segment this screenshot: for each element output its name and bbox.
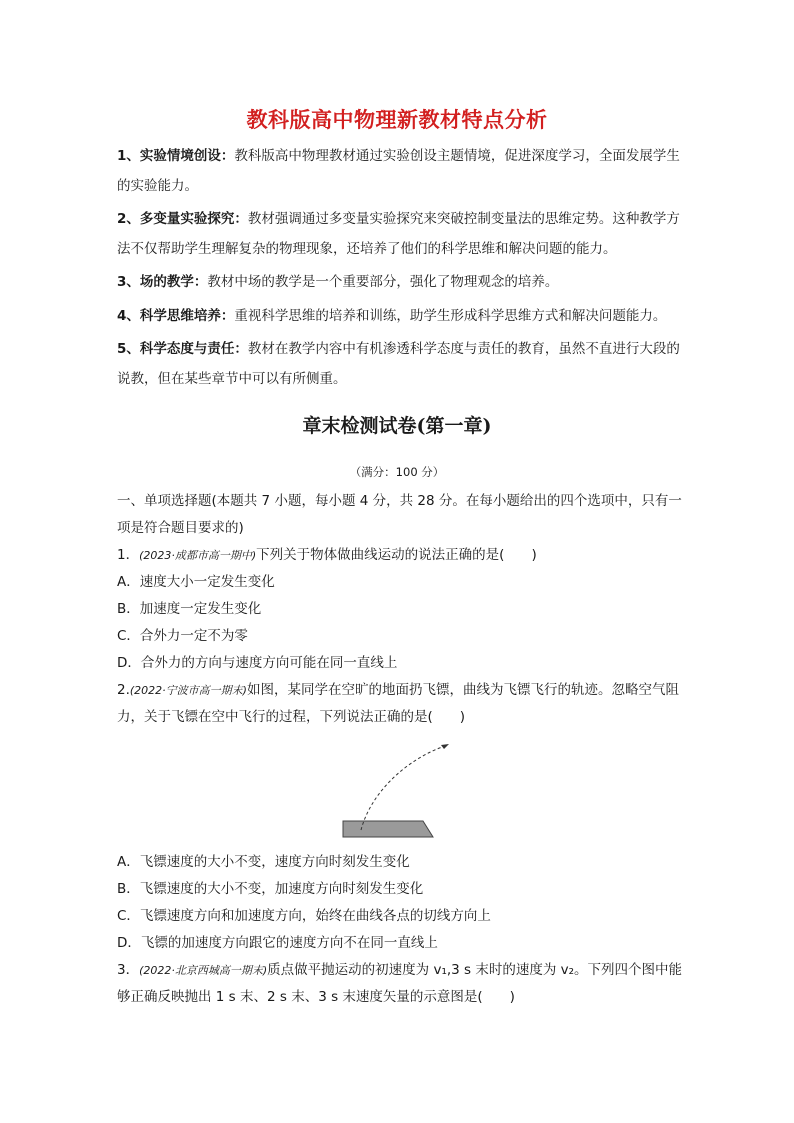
- arrow-head-icon: [441, 744, 449, 749]
- section-heading: 一、单项选择题(本题共 7 小题，每小题 4 分，共 28 分。在每小题给出的四个选项中，只有一项是符合题目要求的): [117, 493, 682, 536]
- question-2-option-d: D．飞镖的加速度方向跟它的速度方向不在同一直线上: [117, 935, 438, 951]
- intro-item-5: 5、科学态度与责任：教材在教学内容中有机渗透科学态度与责任的教育，虽然不直进行大段的说教，但在某些章节中可以有所侧重。: [117, 341, 680, 387]
- exam-score: （满分：100 分）: [349, 465, 445, 479]
- exam-title: 章末检测试卷(第一章): [302, 415, 492, 437]
- dart-trajectory-figure: [117, 731, 685, 849]
- question-2-option-b: B．飞镖速度的大小不变，加速度方向时刻发生变化: [117, 881, 424, 897]
- intro-item-4: 4、科学思维培养：重视科学思维的培养和训练，助学生形成科学思维方式和解决问题能力。: [117, 307, 667, 324]
- intro-item-1: 1、实验情境创设：教科版高中物理教材通过实验创设主题情境，促进深度学习，全面发展学生的实验能力。: [117, 148, 680, 194]
- ground-slab: [343, 821, 433, 837]
- intro-item-2: 2、多变量实验探究：教材强调通过多变量实验探究来突破控制变量法的思维定势。这种教学方法不仅帮助学生理解复杂的物理现象，还培养了他们的科学思维和解决问题的能力。: [117, 211, 680, 257]
- question-1-option-a: A．速度大小一定发生变化: [117, 574, 275, 590]
- question-1-option-b: B．加速度一定发生变化: [117, 601, 262, 617]
- question-1-option-c: C．合外力一定不为零: [117, 628, 248, 644]
- intro-item-3: 3、场的教学：教材中场的教学是一个重要部分，强化了物理观念的培养。: [117, 274, 559, 290]
- intro-list: [117, 142, 682, 398]
- question-2-option-c: C．飞镖速度方向和加速度方向，始终在曲线各点的切线方向上: [117, 908, 491, 924]
- exam-body: [117, 488, 685, 1011]
- question-2-option-a: A．飞镖速度的大小不变，速度方向时刻发生变化: [117, 854, 410, 870]
- intro-title: 教科版高中物理新教材特点分析: [246, 108, 548, 132]
- question-1-stem: 1．(2023·成都市高一期中)下列关于物体做曲线运动的说法正确的是( ): [117, 547, 537, 563]
- question-1-option-d: D．合外力的方向与速度方向可能在同一直线上: [117, 655, 398, 671]
- trajectory-curve: [361, 746, 445, 830]
- question-2-stem: 2.(2022·宁波市高一期末)如图，某同学在空旷的地面扔飞镖，曲线为飞镖飞行的轨迹。忽略空气阻力，关于飞镖在空中飞行的过程，下列说法正确的是( ): [117, 682, 679, 725]
- dart-trajectory-diagram: [337, 737, 477, 847]
- question-3-stem: 3．(2022·北京西城高一期末)质点做平抛运动的初速度为 v₁,3 s 末时的速度为 v₂。下列四个图中能够正确反映抛出 1 s 末、2 s 末、3 s 末速度矢量的示意图是( ): [117, 962, 683, 1005]
